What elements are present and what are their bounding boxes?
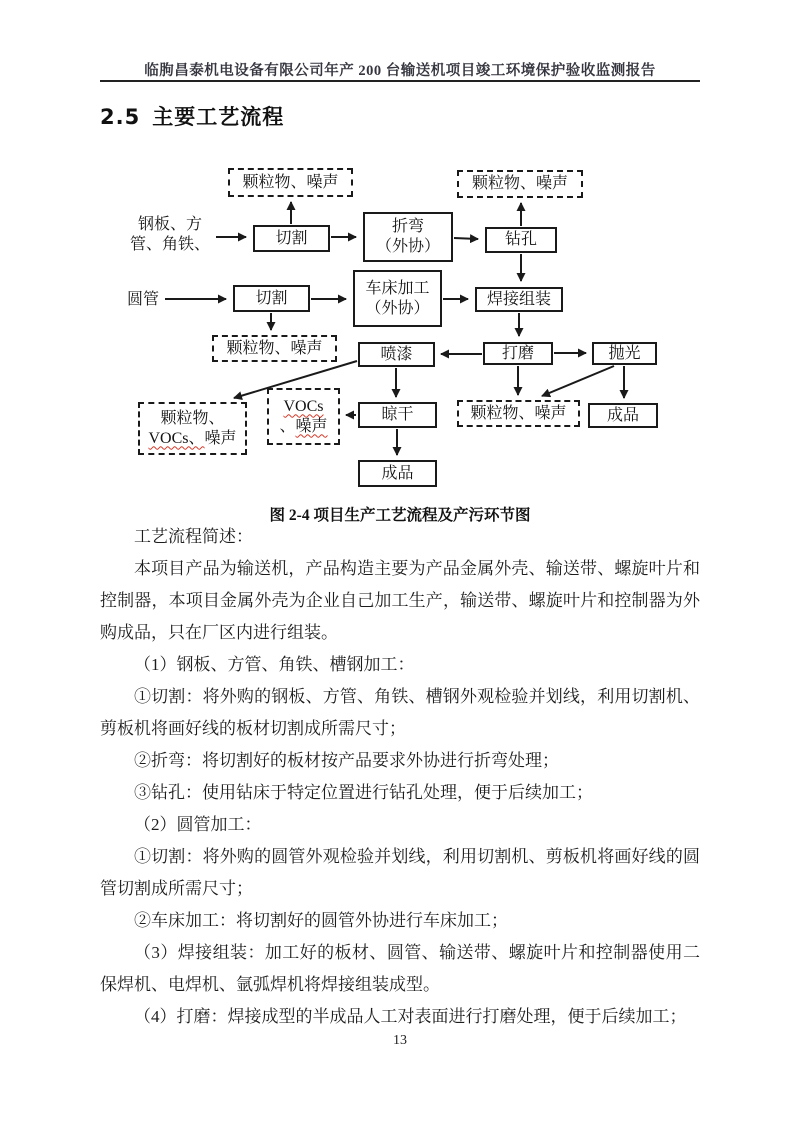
paragraph: ①切割：将外购的圆管外观检验并划线，利用切割机、剪板机将画好线的圆管切割成所需尺寸；	[100, 847, 700, 898]
process-flowchart	[0, 160, 800, 505]
vocs-label: VOCs、	[148, 429, 205, 447]
paragraph: ③钻孔：使用钻床于特定位置进行钻孔处理，便于后续加工；	[134, 783, 593, 802]
paragraph: ②折弯：将切割好的板材按产品要求外协进行折弯处理；	[134, 751, 559, 770]
flow-emission-a: 颗粒物、噪声	[228, 168, 353, 197]
paragraph: （1）钢板、方管、角铁、槽钢加工：	[134, 655, 415, 674]
flow-input-steel: 钢板、方 管、角铁、	[129, 216, 210, 253]
section-heading	[100, 101, 284, 131]
flow-input-pipe: 圆管	[126, 291, 159, 308]
paragraph: ①切割：将外购的钢板、方管、角铁、槽钢外观检验并划线，利用切割机、剪板机将画好线的板材切割成所需尺寸；	[100, 687, 700, 738]
flow-box-polish: 抛光	[592, 342, 657, 365]
page-number: 13	[393, 1033, 407, 1048]
arrow-bend-to-drill	[454, 238, 478, 239]
vocs-label: VOCs	[283, 397, 324, 415]
section-title: 主要工艺流程	[152, 105, 285, 129]
header-divider	[100, 80, 700, 82]
flow-box-lathe: 车床加工 （外协）	[353, 270, 442, 327]
flow-emission-e: 颗粒物、 VOCs、噪声	[138, 402, 247, 455]
flow-box-product1: 成品	[588, 403, 658, 428]
flow-emission-b: 颗粒物、噪声	[457, 170, 583, 198]
flow-box-cut1: 切割	[253, 225, 330, 252]
paragraph: ②车床加工：将切割好的圆管外协进行车床加工；	[134, 911, 508, 930]
body-text	[100, 521, 700, 1033]
flow-emission-d: 颗粒物、噪声	[457, 400, 580, 427]
paragraph: （2）圆管加工：	[134, 815, 262, 834]
flow-emission-f: VOCs 、噪声	[267, 388, 340, 445]
flow-box-paint: 喷漆	[358, 342, 435, 367]
flow-box-bend: 折弯 （外协）	[363, 212, 453, 262]
flow-box-weld: 焊接组装	[475, 287, 563, 312]
paragraph: （4）打磨：焊接成型的半成品人工对表面进行打磨处理，便于后续加工；	[134, 1007, 687, 1026]
arrow-polish-to-emission-d	[542, 366, 614, 396]
paragraph: 工艺流程简述：	[134, 527, 253, 546]
flow-box-dry: 晾干	[358, 402, 437, 428]
flow-box-drill: 钻孔	[485, 227, 557, 253]
flow-emission-c: 颗粒物、噪声	[212, 335, 337, 362]
paragraph: 本项目产品为输送机，产品构造主要为产品金属外壳、输送带、螺旋叶片和控制器，本项目金属外壳为企业自己加工生产，输送带、螺旋叶片和控制器为外购成品，只在厂区内进行组装。	[100, 559, 700, 642]
flow-box-cut2: 切割	[233, 285, 310, 312]
paragraph: （3）焊接组装：加工好的板材、圆管、输送带、螺旋叶片和控制器使用二保焊机、电焊机、氩弧焊机将焊接组装成型。	[100, 943, 700, 994]
section-number: 2.5	[100, 105, 141, 129]
header-title: 临朐昌泰机电设备有限公司年产 200 台输送机项目竣工环境保护验收监测报告	[144, 63, 656, 79]
flow-box-product2: 成品	[358, 460, 437, 487]
flow-box-grind: 打磨	[483, 342, 553, 365]
figure-caption: 图 2-4 项目生产工艺流程及产污环节图	[269, 507, 531, 524]
